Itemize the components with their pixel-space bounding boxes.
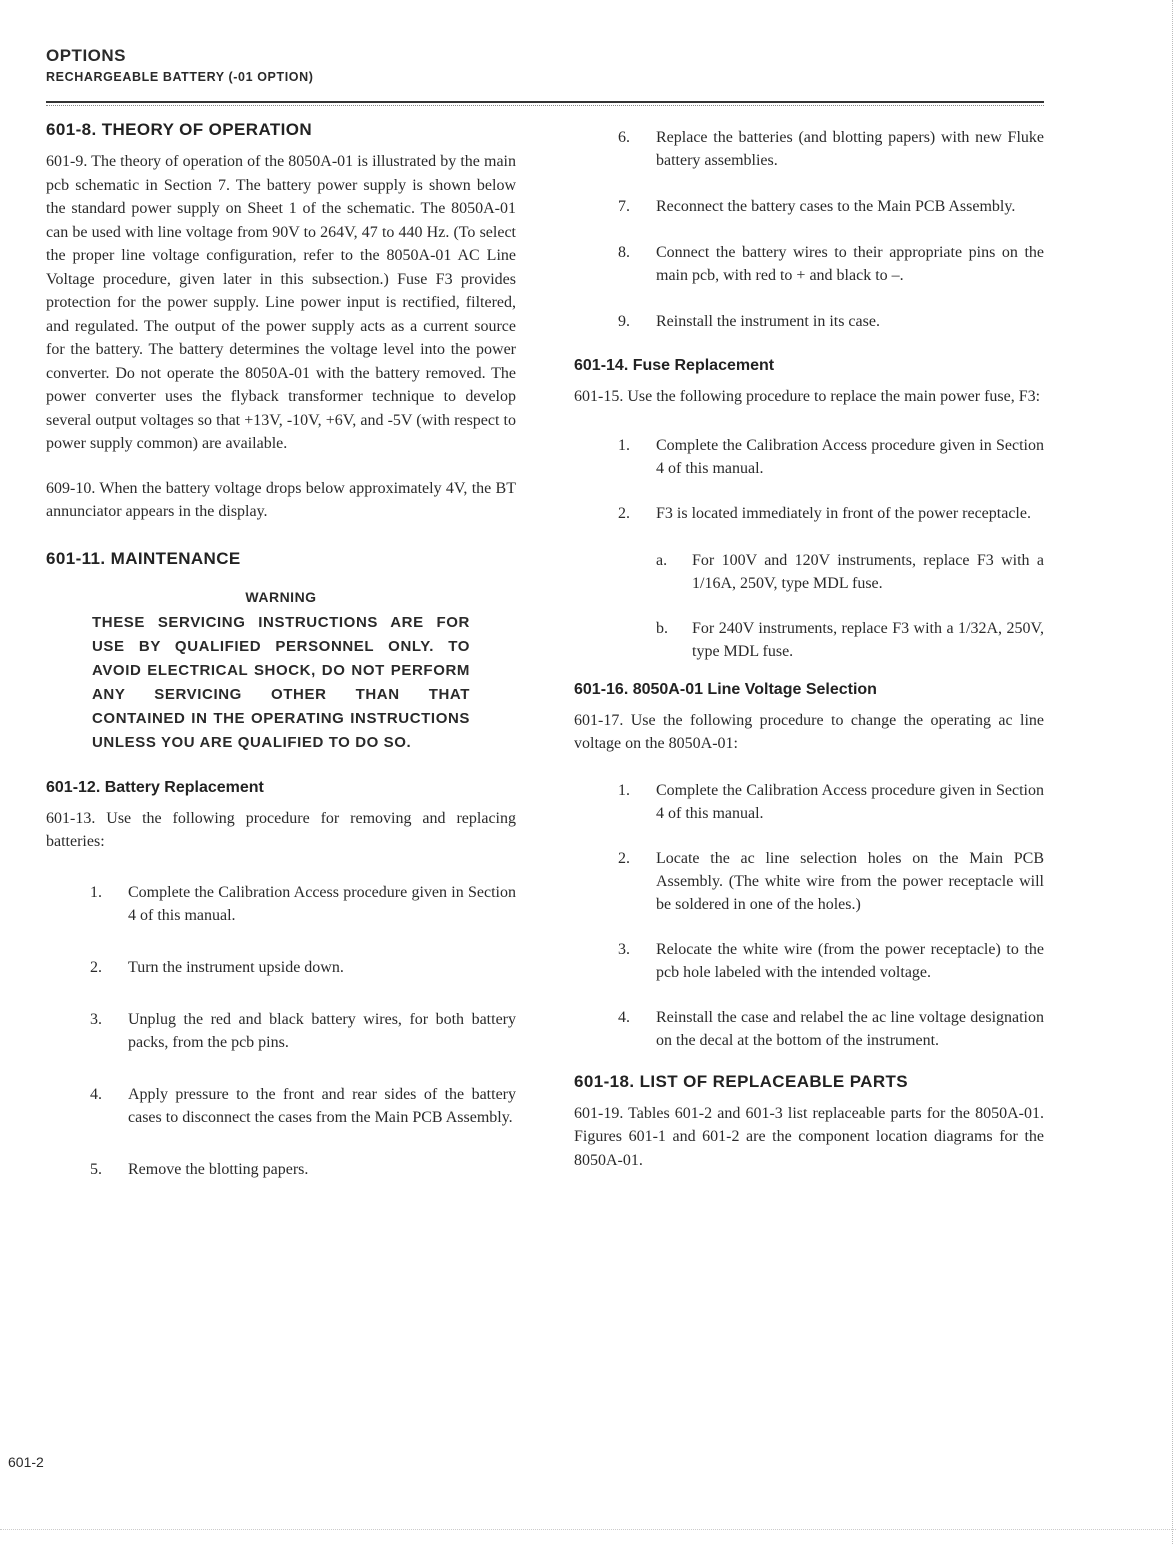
step-number: 4.: [90, 1085, 102, 1103]
list-item: [46, 1158, 516, 1181]
list-item: [574, 434, 1044, 480]
left-column: [46, 120, 516, 1181]
step-text: Complete the Calibration Access procedure given in Section 4 of this manual.: [128, 883, 516, 924]
step-number: 3.: [618, 940, 630, 958]
step-text: Remove the blotting papers.: [128, 1160, 309, 1178]
list-item: [574, 310, 1044, 333]
step-number: 1.: [618, 781, 630, 799]
list-item: [46, 1083, 516, 1129]
step-number: 8.: [618, 244, 630, 261]
list-item: [46, 1008, 516, 1054]
line-voltage-heading: 601-16. 8050A-01 Line Voltage Selection: [574, 680, 877, 698]
step-number: 2.: [618, 849, 630, 867]
step-text: Locate the ac line selection holes on the Main PCB Assembly. (The white wire from the power receptacle will be soldered in one of the holes.): [656, 849, 1044, 913]
list-item: [574, 502, 1044, 525]
step-number: 5.: [90, 1160, 102, 1178]
step-text: Reconnect the battery cases to the Main PCB Assembly.: [656, 198, 1016, 215]
line-voltage-steps: [574, 779, 1044, 1052]
list-item: [46, 881, 516, 927]
maintenance-heading: 601-11. MAINTENANCE: [46, 548, 241, 568]
substep-text: For 100V and 120V instruments, replace F3 with a 1/16A, 250V, type MDL fuse.: [692, 551, 1044, 592]
step-text: Reinstall the instrument in its case.: [656, 313, 880, 330]
step-text: Relocate the white wire (from the power receptacle) to the pcb hole labeled with the intended voltage.: [656, 940, 1044, 981]
list-item: [574, 195, 1044, 218]
step-number: 9.: [618, 313, 630, 330]
list-item: [574, 938, 1044, 984]
page-edge-bottom: [0, 1529, 1176, 1530]
page-number: 601-2: [8, 1454, 44, 1470]
step-text: Connect the battery wires to their appropriate pins on the main pcb, with red to + and black to –.: [656, 244, 1044, 284]
fuse-steps: [574, 434, 1044, 663]
list-item: [574, 779, 1044, 825]
warning-body: THESE SERVICING INSTRUCTIONS ARE FOR USE BY QUALIFIED PERSONNEL ONLY. TO AVOID ELECTRICAL SHOCK, DO NOT PERFORM ANY SERVICING OTHER THAN THAT CONTAINED IN THE OPERATING INSTRUCTIONS UNLESS YOU ARE QUALIFIED TO DO SO.: [92, 613, 470, 751]
step-number: 4.: [618, 1008, 630, 1026]
theory-heading: 601-8. THEORY OF OPERATION: [46, 120, 313, 139]
step-number: 1.: [90, 883, 102, 901]
list-item: [574, 617, 1044, 663]
list-item: [574, 549, 1044, 595]
step-text: Complete the Calibration Access procedure given in Section 4 of this manual.: [656, 436, 1044, 477]
list-item: [46, 956, 516, 979]
substep-letter: b.: [656, 619, 668, 637]
fuse-replacement-heading: 601-14. Fuse Replacement: [574, 357, 775, 374]
step-text: Apply pressure to the front and rear sides of the battery cases to disconnect the cases from the Main PCB Assembly.: [128, 1085, 516, 1126]
list-item: [574, 126, 1044, 172]
list-item: [574, 847, 1044, 916]
paragraph-601-17: 601-17. Use the following procedure to change the operating ac line voltage on the 8050A-01:: [574, 711, 1044, 752]
battery-steps: [46, 881, 516, 1181]
paragraph-601-13: 601-13. Use the following procedure for removing and replacing batteries:: [46, 809, 516, 850]
step-number: 2.: [618, 504, 630, 522]
warning-title: WARNING: [245, 588, 317, 605]
step-text: Turn the instrument upside down.: [128, 958, 344, 976]
paragraph-601-15: 601-15. Use the following procedure to replace the main power fuse, F3:: [574, 388, 1041, 405]
step-number: 3.: [90, 1010, 102, 1028]
step-text: Complete the Calibration Access procedure given in Section 4 of this manual.: [656, 781, 1044, 822]
battery-replacement-heading: 601-12. Battery Replacement: [46, 778, 264, 796]
list-item: [574, 1006, 1044, 1052]
substep-text: For 240V instruments, replace F3 with a 1/32A, 250V, type MDL fuse.: [692, 619, 1044, 660]
page-edge-right: [1172, 0, 1173, 1544]
paragraph-601-9: 601-9. The theory of operation of the 8050A-01 is illustrated by the main pcb schematic in Section 7. The battery power supply is shown below the standard power supply on Sheet 1 of the schematic. The 8050A-01 can be used with line voltage from 90V to 264V, 47 to 440 Hz. (To select the proper line voltage configuration, refer to the 8050A-01 AC Line Voltage procedure, given later in this subsection.) Fuse F3 provides protection for the power supply. Line power input is rectified, filtered, and regulated. The output of the power supply acts as a current source for the battery. The battery determines the voltage level into the power converter. Do not operate the 8050A-01 with the battery removed. The power converter uses the flyback transformer technique to develop several output voltages so that +13V, -10V, +6V, and -5V (with respect to power supply common) are available.: [46, 153, 516, 452]
right-column: [574, 120, 1044, 1172]
step-text: Reinstall the case and relabel the ac line voltage designation on the decal at the bottom of the instrument.: [656, 1008, 1044, 1049]
step-text: Replace the batteries (and blotting papers) with new Fluke battery assemblies.: [656, 129, 1044, 169]
header-rule-dotted: [46, 105, 1044, 106]
step-text: Unplug the red and black battery wires, for both battery packs, from the pcb pins.: [128, 1010, 516, 1051]
step-text: F3 is located immediately in front of the power receptacle.: [656, 504, 1031, 522]
paragraph-609-10: 609-10. When the battery voltage drops below approximately 4V, the BT annunciator appears in the display.: [46, 479, 516, 520]
substep-letter: a.: [656, 551, 668, 569]
battery-steps-continued: [574, 126, 1044, 333]
step-number: 7.: [618, 198, 630, 215]
step-number: 2.: [90, 958, 102, 976]
list-item: [574, 241, 1044, 287]
header-rule: [46, 101, 1044, 103]
step-number: 1.: [618, 436, 630, 454]
step-number: 6.: [618, 129, 630, 146]
section-title: OPTIONS: [46, 46, 127, 65]
parts-list-heading: 601-18. LIST OF REPLACEABLE PARTS: [574, 1071, 909, 1091]
section-subtitle: RECHARGEABLE BATTERY (-01 OPTION): [46, 70, 314, 84]
paragraph-601-19: 601-19. Tables 601-2 and 601-3 list replaceable parts for the 8050A-01. Figures 601-1 and 601-2 are the component location diagrams for the 8050A-01.: [574, 1104, 1044, 1169]
